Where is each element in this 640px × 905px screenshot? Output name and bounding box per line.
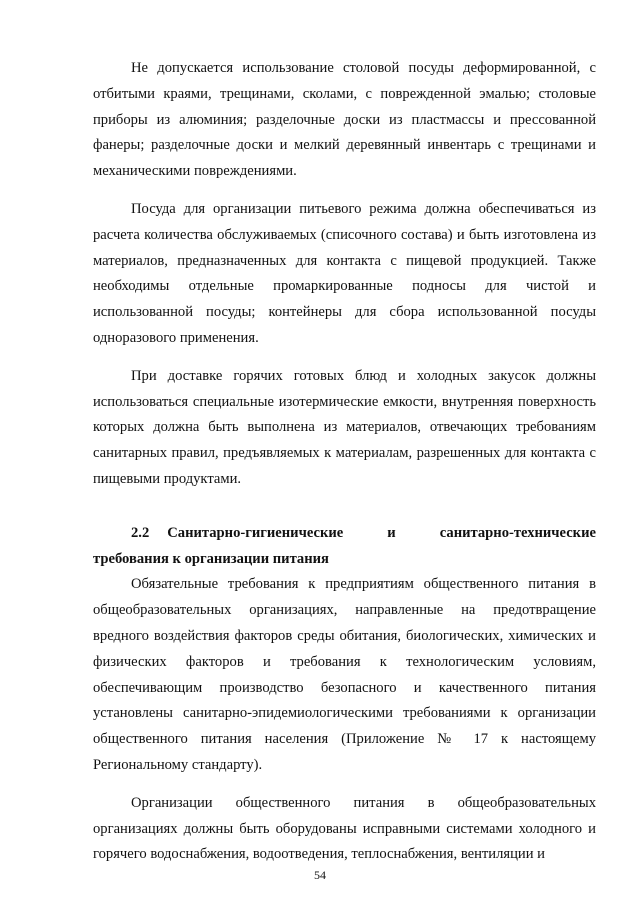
section-heading	[93, 521, 596, 573]
page-number: 54	[314, 868, 326, 882]
section-heading-word3: санитарно-технические	[439, 524, 596, 541]
paragraph-tableware: Не допускается использование столовой посуды деформированной, с отбитыми краями, трещинами, сколами, с поврежденной эмалью; столовые приборы из алюминия; разделочные доски из пластмассы и прессованной фанеры; разделочные доски и мелкий деревянный инвентарь с трещинами и механическими повреждениями.	[93, 60, 596, 180]
section-heading-line2: требования к организации питания	[93, 550, 329, 567]
paragraph-drinking-dishes: Посуда для организации питьевого режима должна обеспечиваться из расчета количества обслуживаемых (списочного состава) и быть изготовлена из материалов, предназначенных для контакта с пищевой продукцией. Также необходимы отдельные промаркированные подносы для чистой и использованной посуды; контейнеры для сбора использованной посуды одноразового применения.	[93, 200, 596, 346]
paragraph-equipment: Организации общественного питания в общеобразовательных организациях должны быть оборудованы исправными системами холодного и горячего водоснабжения, водоотведения, теплоснабжения, вентиляции и	[93, 794, 596, 863]
section-heading-word2: и	[387, 524, 396, 541]
document-page	[93, 56, 596, 868]
paragraph-delivery: При доставке горячих готовых блюд и холодных закусок должны использоваться специальные изотермические емкости, внутренняя поверхность которых должна быть выполнена из материалов, отвечающих требованиям санитарных правил, предъявляемых к материалам, разрешенных для контакта с пищевыми продуктами.	[93, 367, 596, 487]
section-heading-word1: Санитарно-гигиенические	[167, 524, 344, 541]
section-number: 2.2	[131, 524, 150, 541]
paragraph-requirements: Обязательные требования к предприятиям общественного питания в общеобразовательных организациях, направленные на предотвращение вредного воздействия факторов среды обитания, биологических, химических и физических факторов и требования к технологическим условиям, обеспечивающим производство безопасного и качественного питания установлены санитарно-эпидемиологическими требованиями к организации общественного питания населения (Приложение № 17 к настоящему Региональному стандарту).	[93, 576, 596, 773]
section-heading-line1	[93, 521, 596, 547]
